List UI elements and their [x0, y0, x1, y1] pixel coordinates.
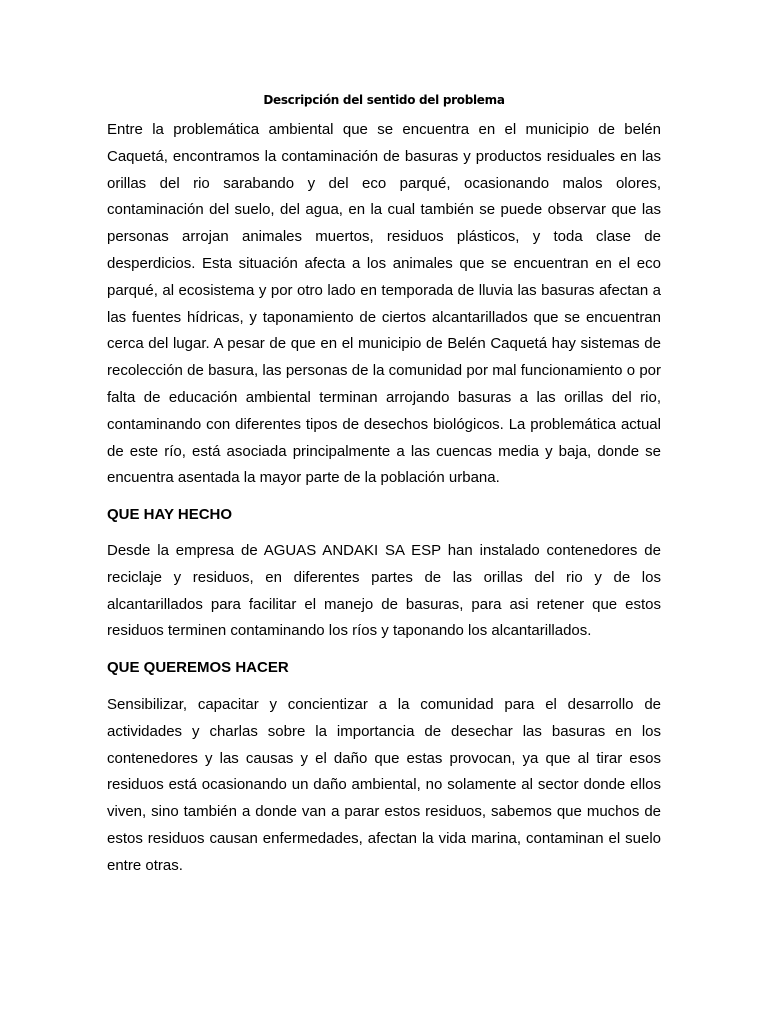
document-title: Descripción del sentido del problema: [263, 93, 505, 107]
intro-paragraph: Entre la problemática ambiental que se encuentra en el municipio de belén Caquetá, encontramos la contaminación de basuras y productos residuales en las orillas del rio sarabando y del eco parqué, ocasionando malos olores, contaminación del suelo, del agua, en la cual también se puede observar que las personas arrojan animales muertos, residuos plásticos, y toda clase de desperdicios. Esta situación afecta a los animales que se encuentran en el eco parqué, al ecosistema y por otro lado en temporada de lluvia las basuras afectan a las fuentes hídricas, y taponamiento de ciertos alcantarillados que se encuentran cerca del lugar. A pesar de que en el municipio de Belén Caquetá hay sistemas de recolección de basura, las personas de la comunidad por mal funcionamiento o por falta de educación ambiental terminan arrojando basuras a las orillas del rio, contaminando con diferentes tipos de desechos biológicos. La problemática actual de este río, está asociada principalmente a las cuencas media y baja, donde se encuentra asentada la mayor parte de la población urbana.: [107, 121, 661, 487]
section-heading-que-queremos-hacer: QUE QUEREMOS HACER: [107, 659, 289, 676]
section-paragraph-que-hay-hecho: Desde la empresa de AGUAS ANDAKI SA ESP han instalado contenedores de reciclaje y residuos, en diferentes partes de las orillas del rio y de los alcantarillados para facilitar el manejo de basuras, para asi retener que estos residuos terminen contaminando los ríos y taponando los alcantarillados.: [107, 542, 661, 640]
section-heading-que-hay-hecho: QUE HAY HECHO: [107, 506, 233, 523]
section-paragraph-que-queremos-hacer: Sensibilizar, capacitar y concientizar a la comunidad para el desarrollo de actividades y charlas sobre la importancia de desechar las basuras en los contenedores y las causas y el daño que estas provocan, ya que al tirar esos residuos está ocasionando un daño ambiental, no solamente al sector donde ellos viven, sino también a donde van a parar estos residuos, sabemos que muchos de estos residuos causan enfermedades, afectan la vida marina, contaminan el suelo entre otras.: [107, 696, 661, 874]
